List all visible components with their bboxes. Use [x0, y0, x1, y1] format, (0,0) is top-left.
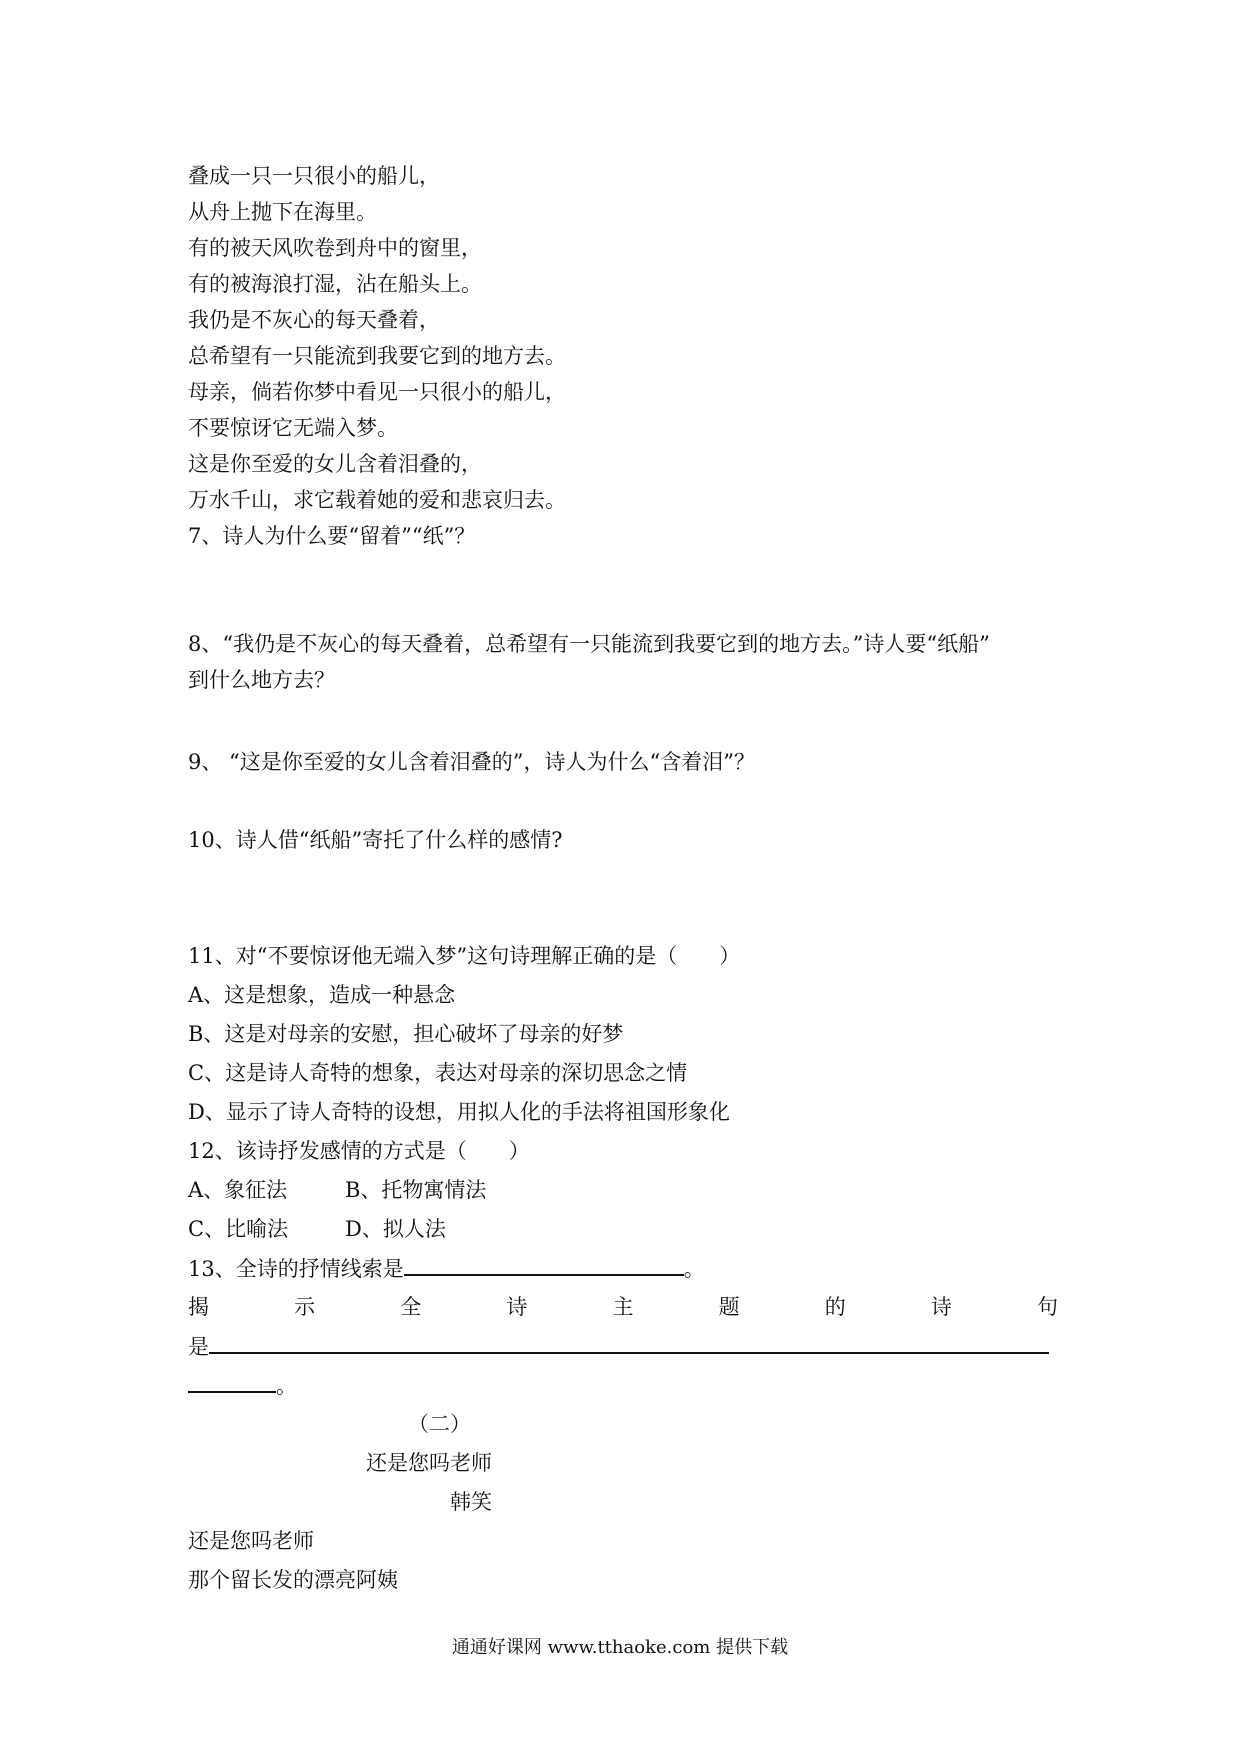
page-footer: 通通好课网 www.tthaoke.com 提供下载 — [451, 1637, 789, 1658]
question-13b-line2 — [188, 1332, 1049, 1361]
question-12-option-c: C、比喻法 — [188, 1217, 289, 1241]
poem-line: 母亲，倘若你梦中看见一只很小的船儿， — [188, 380, 566, 404]
question-13b-line3 — [188, 1371, 297, 1400]
question-13-prefix: 13、全诗的抒情线索是 — [188, 1257, 404, 1281]
poem-line: 不要惊讶它无端入梦。 — [188, 416, 398, 440]
question-11-option-c: C、这是诗人奇特的想象，表达对母亲的深切思念之情 — [188, 1061, 688, 1085]
section-number: （二） — [408, 1412, 471, 1436]
question-12-option-b: B、托物寓情法 — [345, 1178, 487, 1202]
question-9: 9、 “这是你至爱的女儿含着泪叠的”，诗人为什么“含着泪”？ — [188, 750, 755, 774]
question-12-option-a: A、象征法 — [188, 1178, 288, 1202]
spread-char: 的 — [824, 1295, 846, 1319]
question-10: 10、诗人借“纸船”寄托了什么样的感情? — [188, 828, 563, 852]
question-13b-suffix: 。 — [276, 1374, 297, 1398]
question-11-option-d: D、显示了诗人奇特的设想，用拟人化的手法将祖国形象化 — [188, 1100, 730, 1124]
question-13 — [188, 1254, 705, 1283]
section-title: 还是您吗老师 — [366, 1451, 492, 1475]
poem-line: 万水千山，求它载着她的爱和悲哀归去。 — [188, 488, 566, 512]
question-8-line1: 8、“我仍是不灰心的每天叠着，总希望有一只能流到我要它到的地方去。”诗人要“纸船” — [188, 632, 990, 656]
poem-line: 叠成一只一只很小的船儿， — [188, 164, 440, 188]
spread-char: 示 — [294, 1295, 316, 1319]
question-13b-spread-line — [188, 1293, 1058, 1321]
answer-blank[interactable] — [209, 1332, 1049, 1354]
question-7: 7、诗人为什么要“留着”“纸”？ — [188, 524, 476, 548]
poem-line: 从舟上抛下在海里。 — [188, 200, 377, 224]
spread-char: 诗 — [930, 1295, 952, 1319]
section-line: 那个留长发的漂亮阿姨 — [188, 1568, 398, 1592]
answer-blank[interactable] — [404, 1254, 684, 1276]
poem-line: 这是你至爱的女儿含着泪叠的， — [188, 452, 482, 476]
question-11-option-a: A、这是想象，造成一种悬念 — [188, 983, 456, 1007]
question-12: 12、该诗抒发感情的方式是（ ） — [188, 1139, 530, 1163]
answer-blank[interactable] — [188, 1371, 276, 1393]
question-12-option-d: D、拟人法 — [345, 1217, 446, 1241]
poem-line: 有的被天风吹卷到舟中的窗里， — [188, 236, 482, 260]
question-11-option-b: B、这是对母亲的安慰，担心破坏了母亲的好梦 — [188, 1022, 624, 1046]
spread-char: 诗 — [506, 1295, 528, 1319]
question-11: 11、对“不要惊讶他无端入梦”这句诗理解正确的是（ ） — [188, 944, 741, 968]
question-13-suffix: 。 — [683, 1257, 705, 1281]
section-line: 还是您吗老师 — [188, 1529, 314, 1553]
spread-char: 题 — [718, 1295, 740, 1319]
poem-line: 总希望有一只能流到我要它到的地方去。 — [188, 344, 566, 368]
spread-char: 主 — [612, 1295, 634, 1319]
poem-line: 有的被海浪打湿，沾在船头上。 — [188, 272, 482, 296]
spread-char: 句 — [1037, 1295, 1058, 1319]
question-8-line2: 到什么地方去？ — [188, 668, 335, 692]
spread-char: 全 — [400, 1295, 422, 1319]
section-author: 韩笑 — [450, 1490, 492, 1514]
question-13b-prefix: 是 — [188, 1335, 209, 1359]
poem-line: 我仍是不灰心的每天叠着， — [188, 308, 440, 332]
spread-char: 揭 — [188, 1295, 209, 1319]
